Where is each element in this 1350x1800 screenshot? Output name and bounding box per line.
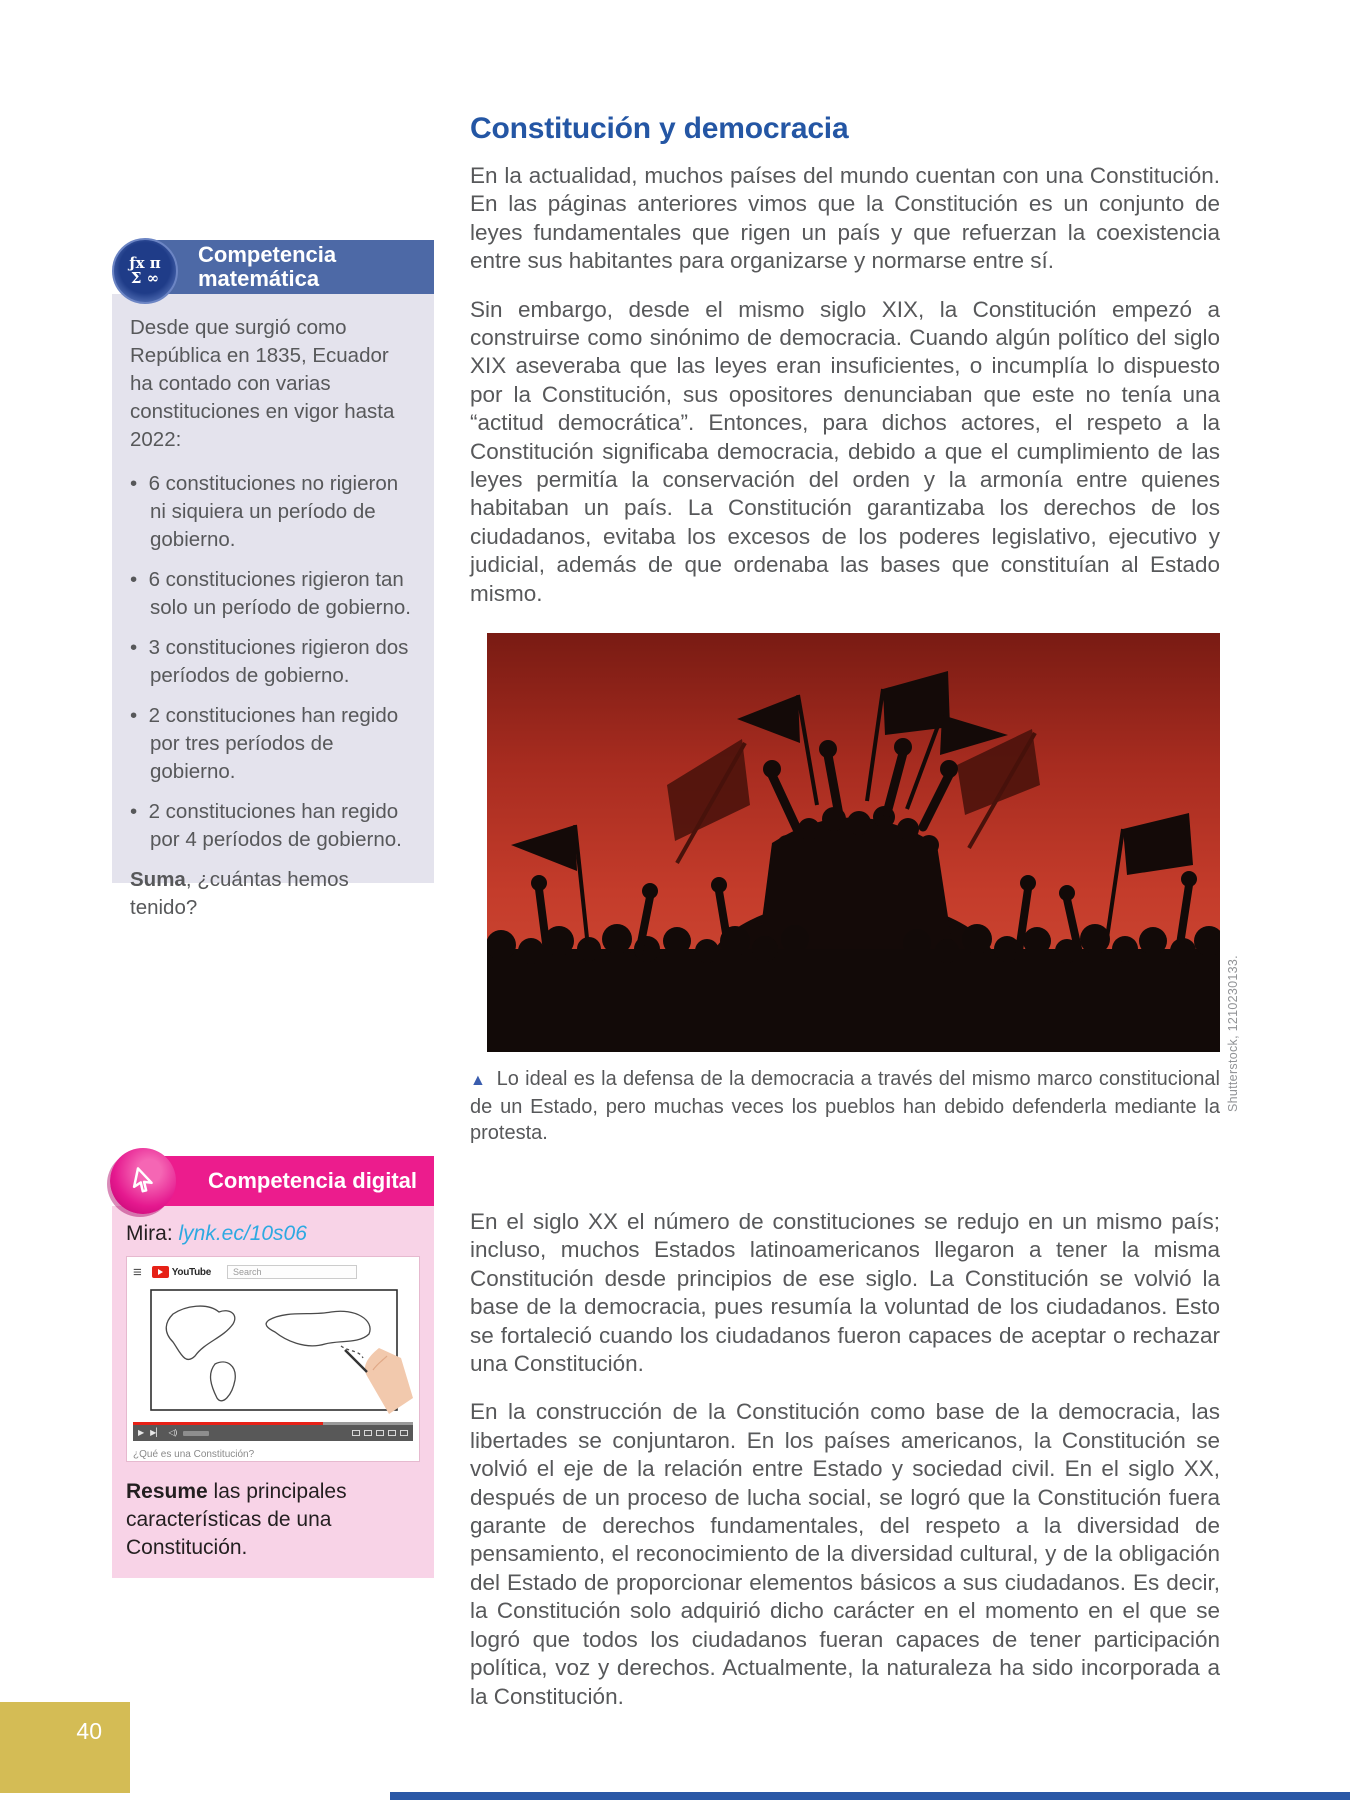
search-input: Search xyxy=(227,1265,357,1279)
volume-icon: ◁) xyxy=(168,1428,178,1437)
miniplayer-icon xyxy=(376,1430,384,1436)
hamburger-icon: ≡ xyxy=(133,1263,142,1281)
list-item: • 3 constituciones rigieron dos períodos de gobierno. xyxy=(130,634,416,690)
video-title: ¿Qué es una Constitución? xyxy=(133,1449,255,1460)
header-line-2: matemática xyxy=(198,266,320,291)
page-number-block xyxy=(0,1702,130,1793)
fullscreen-icon xyxy=(400,1430,408,1436)
time-display xyxy=(183,1431,209,1436)
next-icon: ▶▏ xyxy=(150,1428,163,1437)
captions-icon xyxy=(352,1430,360,1436)
header-line-1: Competencia xyxy=(198,242,337,268)
progress-bar xyxy=(133,1422,413,1425)
paragraph-4: En la construcción de la Constitución como base de la democracia, las libertades se conjuntaron. En los países americanos, la Constitución se volvió el eje de la relación entre Estado y sociedad civil. En el siglo XX, después de un proceso de lucha social, se logró que la Constitución fuera garante de derechos fundamentales, del respeto a la diversidad de pensamiento, el reconocimiento de la diversidad cultural, y de la obligación del Estado de proporcionar elementos básicos a sus ciudadanos. Es decir, la Constitución solo adquirió dicho carácter en el momento en el que se logró que todos los ciudadanos fueran capaces de tener participación política, voz y derechos. Actualmente, la naturaleza ha sido incorporada a la Constitución. xyxy=(470,1399,1220,1709)
protest-image xyxy=(487,633,1220,1052)
header-text: Competencia digital xyxy=(208,1168,418,1194)
competencia-digital-header xyxy=(142,1156,434,1206)
mira-label: Mira: xyxy=(126,1222,179,1245)
paragraph-1: En la actualidad, muchos países del mundo cuentan con una Constitución. En las páginas anteriores vimos que la Constitución es un conjunto de leyes fundamentales que rigen un país y que refuerzan la coexistencia entre sus habitantes para organizarse y normarse entre sí. xyxy=(470,163,1220,274)
list-item: • 6 constituciones no rigieron ni siquiera un período de gobierno. xyxy=(130,470,416,554)
youtube-play-icon xyxy=(152,1266,169,1278)
progress-fill xyxy=(133,1422,323,1425)
protest-illustration xyxy=(487,633,1220,1052)
theater-icon xyxy=(388,1430,396,1436)
list-item: • 6 constituciones rigieron tan solo un período de gobierno. xyxy=(130,566,416,622)
video-link[interactable]: lynk.ec/10s06 xyxy=(178,1222,307,1245)
resume-task: Resume las principales características de una Constitución. xyxy=(126,1480,347,1559)
list-item: • 2 constituciones han regido por tres períodos de gobierno. xyxy=(130,702,416,786)
page-title: Constitución y democracia xyxy=(470,112,849,145)
player-controls xyxy=(133,1425,413,1441)
math-icon-bottom-glyphs: Σ ∞ xyxy=(130,269,160,287)
competencia-matematica-box xyxy=(112,238,434,919)
math-icon-top-glyphs: ƒx π xyxy=(129,254,161,272)
play-icon: ▶ xyxy=(138,1428,145,1437)
competencia-digital-body xyxy=(112,1206,434,1578)
world-map-drawing xyxy=(133,1286,413,1418)
main-column xyxy=(470,112,1220,628)
image-caption xyxy=(470,1066,1220,1146)
page-number: 40 xyxy=(76,1718,102,1744)
mira-line xyxy=(126,1222,420,1246)
cursor-icon xyxy=(110,1148,176,1214)
math-symbols-icon xyxy=(112,238,178,304)
youtube-screenshot xyxy=(126,1256,420,1462)
constitutions-list xyxy=(130,470,416,854)
paragraph-3: En el siglo XX el número de constituciones se redujo en un mismo país; incluso, muchos Estados latinoamericanos llegaron a tener la misma Constitución desde principios de ese siglo. La Constitución se volvió la base de la democracia, pues resumía la voluntad de los ciudadanos. Esto se fortaleció cuando los ciudadanos fueron capaces de aceptar o rechazar una Constitución. xyxy=(470,1209,1220,1377)
caption-text: Lo ideal es la defensa de la democracia a través del mismo marco constitucional de un Estado, pero muchas veces los pueblos han debido defenderla mediante la protesta. xyxy=(470,1068,1221,1144)
suma-question: Suma, ¿cuántas hemos tenido? xyxy=(130,868,349,919)
caption-triangle-icon: ▲ xyxy=(470,1072,487,1089)
image-credit: Shutterstock, 1210230133. xyxy=(1226,955,1240,1112)
paragraph-2: Sin embargo, desde el mismo siglo XIX, la Constitución empezó a construirse como sinónimo de democracia. Cuando algún político del siglo XIX aseveraba que las leyes eran insuficientes, o incumplía lo dispuesto por la Constitución, sus opositores denunciaban que este no tenía una “actitud democrática”. Entonces, para dichos actores, el respeto a la Constitución significaba democracia, debido a que el cumplimiento de las leyes permitía la conservación del orden y la armonía entre quienes habitaban un país. La Constitución garantizaba los derechos de los ciudadanos, evitaba los excesos de los poderes legislativo, ejecutivo y judicial, además de que ordenaba las bases que constituían al Estado mismo. xyxy=(470,296,1220,606)
list-item: • 2 constituciones han regido por 4 períodos de gobierno. xyxy=(130,798,416,854)
settings-icon xyxy=(364,1430,372,1436)
youtube-logo: YouTube xyxy=(152,1266,211,1278)
competencia-matematica-body xyxy=(112,294,434,919)
video-frame xyxy=(133,1286,413,1424)
competencia-digital-box xyxy=(112,1148,434,1578)
lower-column xyxy=(470,1208,1220,1731)
footer-strip xyxy=(390,1792,1350,1800)
math-intro: Desde que surgió como República en 1835, Ecuador ha contado con varias constituciones en vigor hasta 2022: xyxy=(130,316,395,451)
competencia-matematica-header xyxy=(142,240,434,294)
